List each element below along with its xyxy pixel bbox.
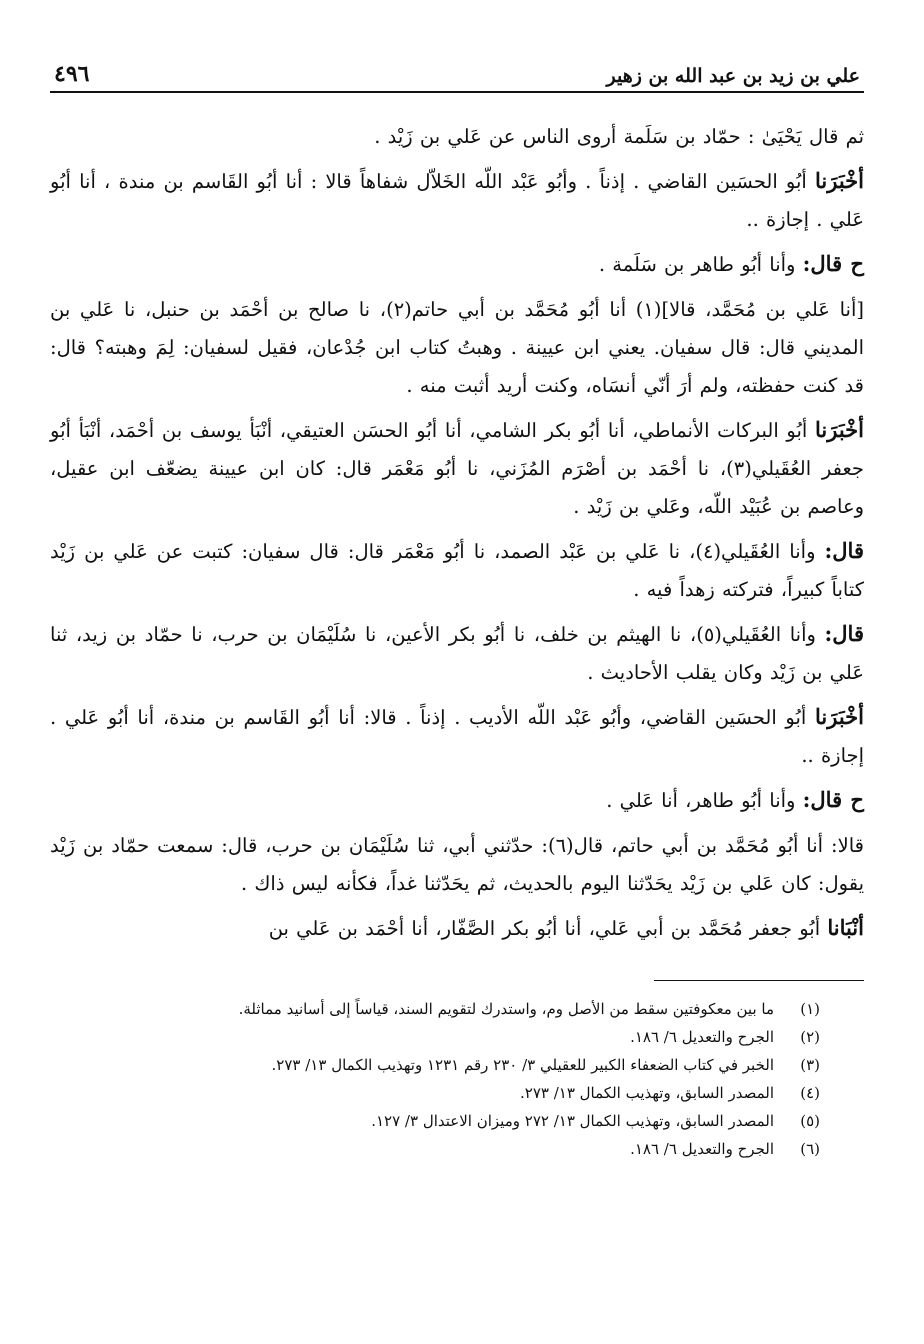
paragraph-text: أبُو البركات الأنماطي، أنا أبُو بكر الشامي، أنا أبُو الحسَن العتيقي، أنْبَأ يوسف بن أحْمَد، أنْبَأ أبُو جعفر العُقَيلي(٣)، نا أحْمَد بن أصْرَم المُزَني، نا أبُو مَعْمَر قال: كان ابن عيينة يضعّف ابن عقيل، وعاصم بن عُبَيْد اللّه، وعَلي بن زَيْد . <box>50 419 864 518</box>
paragraph-text: ثم قال يَحْيَىٰ : حمّاد بن سَلَمة أروى الناس عن عَلي بن زَيْد . <box>374 125 864 148</box>
paragraph <box>50 909 864 948</box>
running-title: علي بن زيد بن عبد الله بن زهير <box>606 65 860 87</box>
paragraph <box>50 411 864 526</box>
footnote-number: (٣) <box>800 1056 820 1074</box>
paragraph <box>50 698 864 775</box>
paragraph <box>50 245 864 284</box>
footnote-text: الجرح والتعديل ٦/ ١٨٦. <box>630 1028 774 1046</box>
footnotes <box>50 995 864 1163</box>
footnote <box>50 995 864 1023</box>
paragraph-lead: قال: <box>824 538 864 563</box>
book-page <box>50 55 864 1163</box>
paragraph-lead: ح قال: <box>802 787 864 812</box>
paragraph <box>50 117 864 156</box>
paragraph-lead: أخْبَرَنا <box>815 417 864 442</box>
paragraph-text: وأنا أبُو طاهر بن سَلَمة . <box>598 253 803 276</box>
paragraph-lead: قال: <box>824 621 864 646</box>
footnote-text: الخبر في كتاب الضعفاء الكبير للعقيلي ٣/ ٢٣٠ رقم ١٢٣١ وتهذيب الكمال ١٣/ ٢٧٣. <box>271 1056 774 1074</box>
paragraph-text: أبُو جعفر مُحَمَّد بن أبي عَلي، أنا أبُو بكر الصَّفّار، أنا أحْمَد بن عَلي بن <box>268 917 828 940</box>
paragraph-text: أبُو الحسَين القاضي، وأبُو عَبْد اللّه الأديب . إذناً . قالا: أنا أبُو القَاسم بن مندة، أنا أبُو عَلي . إجازة .. <box>50 706 864 767</box>
paragraph-text: [أنا عَلي بن مُحَمَّد، قالا](١) أنا أبُو مُحَمَّد بن أبي حاتم(٢)، نا صالح بن أحْمَد بن حنبل، نا عَلي بن المديني قال: قال سفيان. يعني ابن عيينة . وهبتُ كتاب ابن جُدْعان، فقيل لسفيان: لِمَ وهبته؟ قال: قد كنت حفظته، ولم أرَ أنّي أنسَاه، وكنت أريد أثبت منه . <box>50 298 864 397</box>
running-header <box>50 55 864 93</box>
paragraph <box>50 615 864 692</box>
footnote-separator <box>654 980 864 981</box>
footnote-text: المصدر السابق، وتهذيب الكمال ١٣/ ٢٧٣. <box>519 1084 774 1102</box>
paragraph <box>50 826 864 903</box>
footnote-number: (١) <box>800 1000 820 1018</box>
paragraph <box>50 532 864 609</box>
footnote <box>50 1079 864 1107</box>
paragraph-text: وأنا العُقَيلي(٥)، نا الهيثم بن خلف، نا أبُو بكر الأعين، نا سُلَيْمَان بن حرب، نا حمّاد بن زيد، ثنا عَلي بن زَيْد وكان يقلب الأحاديث . <box>50 623 864 684</box>
footnote <box>50 1051 864 1079</box>
footnote-number: (٥) <box>800 1112 820 1130</box>
paragraph-lead: ح قال: <box>802 251 864 276</box>
paragraph-lead: أنْبَانا <box>827 915 864 940</box>
footnote-text: الجرح والتعديل ٦/ ١٨٦. <box>630 1140 774 1158</box>
main-text <box>50 117 864 948</box>
paragraph <box>50 781 864 820</box>
paragraph <box>50 290 864 405</box>
paragraph-text: وأنا العُقَيلي(٤)، نا عَلي بن عَبْد الصمد، نا أبُو مَعْمَر قال: قال سفيان: كتبت عن عَلي بن زَيْد كتاباً كبيراً، فتركته زهداً فيه . <box>50 540 864 601</box>
paragraph-lead: أخْبَرَنا <box>815 168 864 193</box>
footnote-separator-wrap <box>50 954 864 995</box>
paragraph-text: قالا: أنا أبُو مُحَمَّد بن أبي حاتم، قال(٦): حدّثني أبي، ثنا سُلَيْمَان بن حرب، قال: سمعت حمّاد بن زَيْد يقول: كان عَلي بن زَيْد يحَدّثنا اليوم بالحديث، ثم يحَدّثنا غداً، فكأنه ليس ذاك . <box>50 834 865 895</box>
paragraph-text: أبُو الحسَين القاضي . إذناً . وأبُو عَبْد اللّه الخَلاّل شفاهاً قالا : أنا أبُو القَاسم بن مندة ، أنا أبُو عَلي . إجازة .. <box>50 170 864 231</box>
footnote <box>50 1107 864 1135</box>
footnote-number: (٦) <box>800 1140 820 1158</box>
paragraph-text: وأنا أبُو طاهر، أنا عَلي . <box>606 789 803 812</box>
footnote-number: (٤) <box>800 1084 820 1102</box>
paragraph-lead: أخْبَرَنا <box>815 704 864 729</box>
footnote-text: ما بين معكوفتين سقط من الأصل وم، واستدرك لتقويم السند، قياساً إلى أسانيد مماثلة. <box>238 1000 774 1018</box>
page-number: ٤٩٦ <box>54 61 90 87</box>
footnote-text: المصدر السابق، وتهذيب الكمال ١٣/ ٢٧٢ وميزان الاعتدال ٣/ ١٢٧. <box>371 1112 774 1130</box>
paragraph <box>50 162 864 239</box>
footnote <box>50 1023 864 1051</box>
footnote <box>50 1135 864 1163</box>
footnote-number: (٢) <box>800 1028 820 1046</box>
